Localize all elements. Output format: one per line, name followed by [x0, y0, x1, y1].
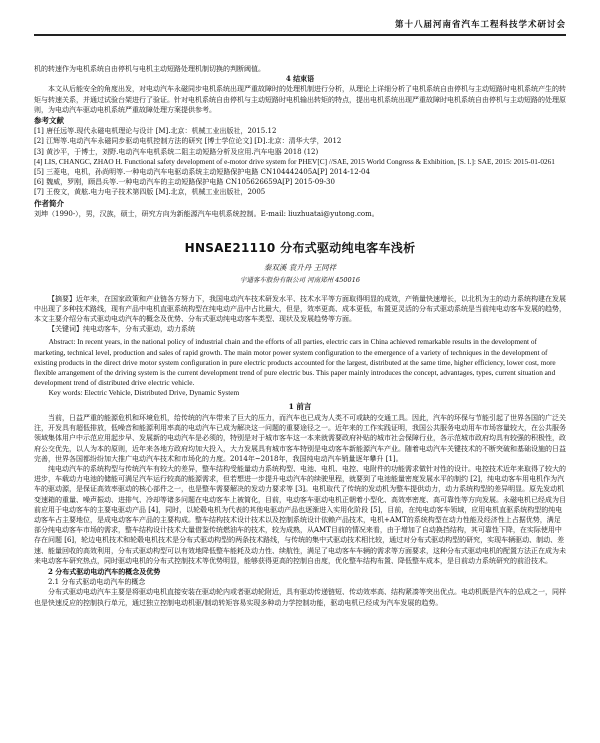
section-2-heading: 2 分布式驱动电动汽车的概念及优势	[48, 566, 161, 576]
reference-item: [7] 王俊文，黄舷.电力电子技术第四版 [M].北京，机械工业出版社，2005	[34, 188, 266, 197]
abstract-cn: 【摘要】近年来，在国家政策和产业链各方努力下，我国电动汽车技术研发水平、技术水平等方面取得明显的成效，产销量快速增长，以北机为主的动力系统构建在发展中出现了多种技术路线，现有产品中电机直驱系统构型在纯电动产品中占比最大，但是，效率更高、成本更低，布置更灵活的分布式驱动系统是当前纯电动客车发展的趋势，本文主要介绍分布式驱动电动汽车的概念及优势、分布式驱动纯电动客车类型、现状及发展趋势等方面。	[34, 294, 566, 324]
references-heading: 参考文献	[34, 116, 64, 126]
author-bio-heading: 作者简介	[34, 198, 64, 208]
reference-item: [1] 唐任远等.现代永磁电机理论与设计 [M].北京：机械工业出版社，2015.12	[34, 127, 277, 136]
reference-item: [3] 黄沙平，于博士，刘野.电动汽车电机系统二阻主动短路分析及应用.汽车电器 2018 (12)	[34, 147, 319, 156]
conclusion-text: 本文从后能安全的角度出发，对电动汽车永磁同步电机系统出现严重故障时的处理机制进行分析，从理论上详细分析了电机系统自由停机与主动短路时电机系统产生的转矩与转速关系，并通过试验台架进行了验证。针对电机系统自由停机与主动短路时电机输出转矩的特点，提出电机系统出现严重故障时电机系统自由停机与主动短路的处理原则，为电动汽车驱动电机系统严重故障处理方案提供参考。	[34, 85, 566, 114]
paper-affiliation: 宇通客车股份有限公司 河南郑州 450016	[240, 276, 360, 285]
reference-item: [5] 三菱电，电机，孙尚明等.一种电动汽车电驱动系统主动短路保护电路 CN104442405A[P] 2014-12-04	[34, 168, 370, 177]
previous-paper-tail: 机的转速作为电机系统自由停机与电机主动短路处理机制切换的判断阈值。	[34, 65, 265, 73]
section-2-1-heading: 2.1 分布式驱动电动汽车的概念	[48, 578, 146, 587]
reference-item: [2] 江辉等.电动汽车永磁同步驱动电机控制方法的研究 [博士学位论文] [D].北京：清华大学，2012	[34, 137, 342, 146]
author-bio-text: 刘坤（1990-），男，汉族，硕士，研究方向为新能源汽车电机系统控制。E-mail: liuzhuatai@yutong.com。	[34, 209, 379, 218]
section-2-1-text: 分布式驱动电动汽车主要是将驱动电机直接安装在驱动轮内或者驱动轮附近，具有驱动传递链短、传动效率高、结构紧凑等突出优点。电动机既是汽车的总成之一，同样也是快速反应的控制执行单元，通过独立控制电动机驱/制动转矩容易实现多种动力学控制功能，驱动电机已经成为汽车发展的趋势。	[34, 588, 566, 607]
keywords-cn: 【关键词】纯电动客车，分布式驱动，动力系统	[48, 325, 195, 334]
abstract-en: Abstract: In recent years, in the national policy of industrial chain and the efforts of all parties, electric cars in China achieved remarkable results in the development of marketing, technical level, production and sales of rapid growth. The main motor power system configuration to the emergence of a variety of techniques in the development of existing products in the direct drive motor system configuration in pure electric products accounted for the largest, distributed at the same time, higher efficiency, lower cost, more flexible arrangement of the driving system is the current development trend of pure electric bus. This paper mainly introduces the concept, advantages, types, current situation and development trend of distributed drive electric vehicle.	[34, 337, 556, 388]
paper-title: HNSAE21110 分布式驱动纯电客车浅析	[184, 241, 416, 256]
section-1-heading: 1 前言	[288, 401, 312, 411]
conclusion-heading: 4 结束语	[285, 74, 315, 84]
reference-item: [6] 魏威，罗刚，顾昌兵等.一种电动汽车的主动短路保护电路 CN105626659A[P] 2015-09-30	[34, 178, 335, 187]
paper-authors: 秦双溪 袁升丹 王同祥	[263, 263, 337, 273]
section-1-paragraph-2: 纯电动汽车的系统构型与传统汽车有较大的差异，整车结构受能量动力系统构型、电池、电机、电控、电附件的功能需求做针对性的设计。电控技术近年来取得了较大的进步，车载动力电池的储能可满足汽车运行较高的能源需求，但若想进一步提升电动汽车的续驶里程，就要到了电池能量密度发展水平的制约 [2]，纯电动客车用电机作为汽车的驱动源，是保证高效率驱动的核心部件之一，也是整车需要解决的发动力要求等 [3]。电机取代了传统的发动机为整车提供动力，动力系统构型的差异明显。原先发动机变速箱的重量、噪声振动、进排气、冷却等诸多问题在电动客车上被简化，目前，电动客车驱动电机正朝着小型化、高效率密度、高可靠性等方向发展。永磁电机已经成为目前应用于电动客车的主要电驱动产品 [4]，同时，以轮毂电机为代表的其他电驱动产品也逐渐进入实用化阶段 [5]，目前，在纯电动客车领域，应用电机直驱系统构型的纯电动客车占主要地位，是成电动客车产品的主要构成。整车结构技术设计技术以及控制系统设计依赖产品技术，电机+AMT的系统构型在动力性能及经济性上占据优势，满足部分纯电动客车市场的需求，整车结构设计技术大量借鉴传统燃油车的技术，较为成熟，从AMT目前的情况来看，由于增加了自动换挡结构，其可靠性下降，在实际使用中存在问题 [6]，轮边电机技术和轮毂电机技术是分布式驱动构型的两条技术路线，与传统的集中式驱动技术相比较，通过对分布式驱动构型的研究，实现车辆驱动、制动、差速、能量回收的高效利用，分布式驱动构型可以有效地降低整车能耗及动力性、续航性，满足了电动客车车辆的需求等方面要求，这种分布式驱动电机的配置方法正在成为未来电动客车研究热点，同时驱动电机的分布式控制技术等优势明显，能够获得更高的控制自由度，优化整车结构布置、降低整车成本，是目前动力系统研究的前沿技术。	[34, 464, 566, 565]
section-1-paragraph-1: 当前，日益严重的能源危机和环境危机，给传统的汽车带来了巨大的压力，而汽车也已成为人类不可或缺的交通工具。因此，汽车的环保与节能引起了世界各国的广泛关注，开发具有超低排放，低噪音和能源利用率高的电动汽车已成为解决这一问题的重要途径之一。近年来的工作实践证明，我国公共服务电动用车市场容量较大，在公共服务领域集体用户中示范应用起步早、发展新的电动汽车是必须的，特别是对于城市客车这一本来就需要政府补贴的城市社会保障行业，各示范城市政府均具有较强的积极性，政府公交优先，以人为本的原则，近年来各地方政府均加大投入，大力发展具有城市客车特别是电动客车新能源汽车产业。随着电动汽车关键技术的不断突破和基础设施的日益完善，世界各国都纷纷加大推广电动汽车技术和市场化的力度。2014年~2018年，我国纯电动汽车销量逐年攀升 [1]。	[34, 413, 566, 463]
keywords-en: Key words: Electric Vehicle, Distributed Drive, Dynamic System	[48, 388, 240, 398]
reference-item: [4] LIS, CHANGC, ZHAO H. Functional safety development of e-motor drive system for PHEV[C] //SAE, 2015 World Congress & Exhibition, [S. l.]: SAE, 2015: 2015-01-0261	[34, 156, 555, 166]
page-content	[34, 64, 566, 608]
running-header: 第十八届河南省汽车工程科技学术研讨会	[34, 18, 566, 36]
